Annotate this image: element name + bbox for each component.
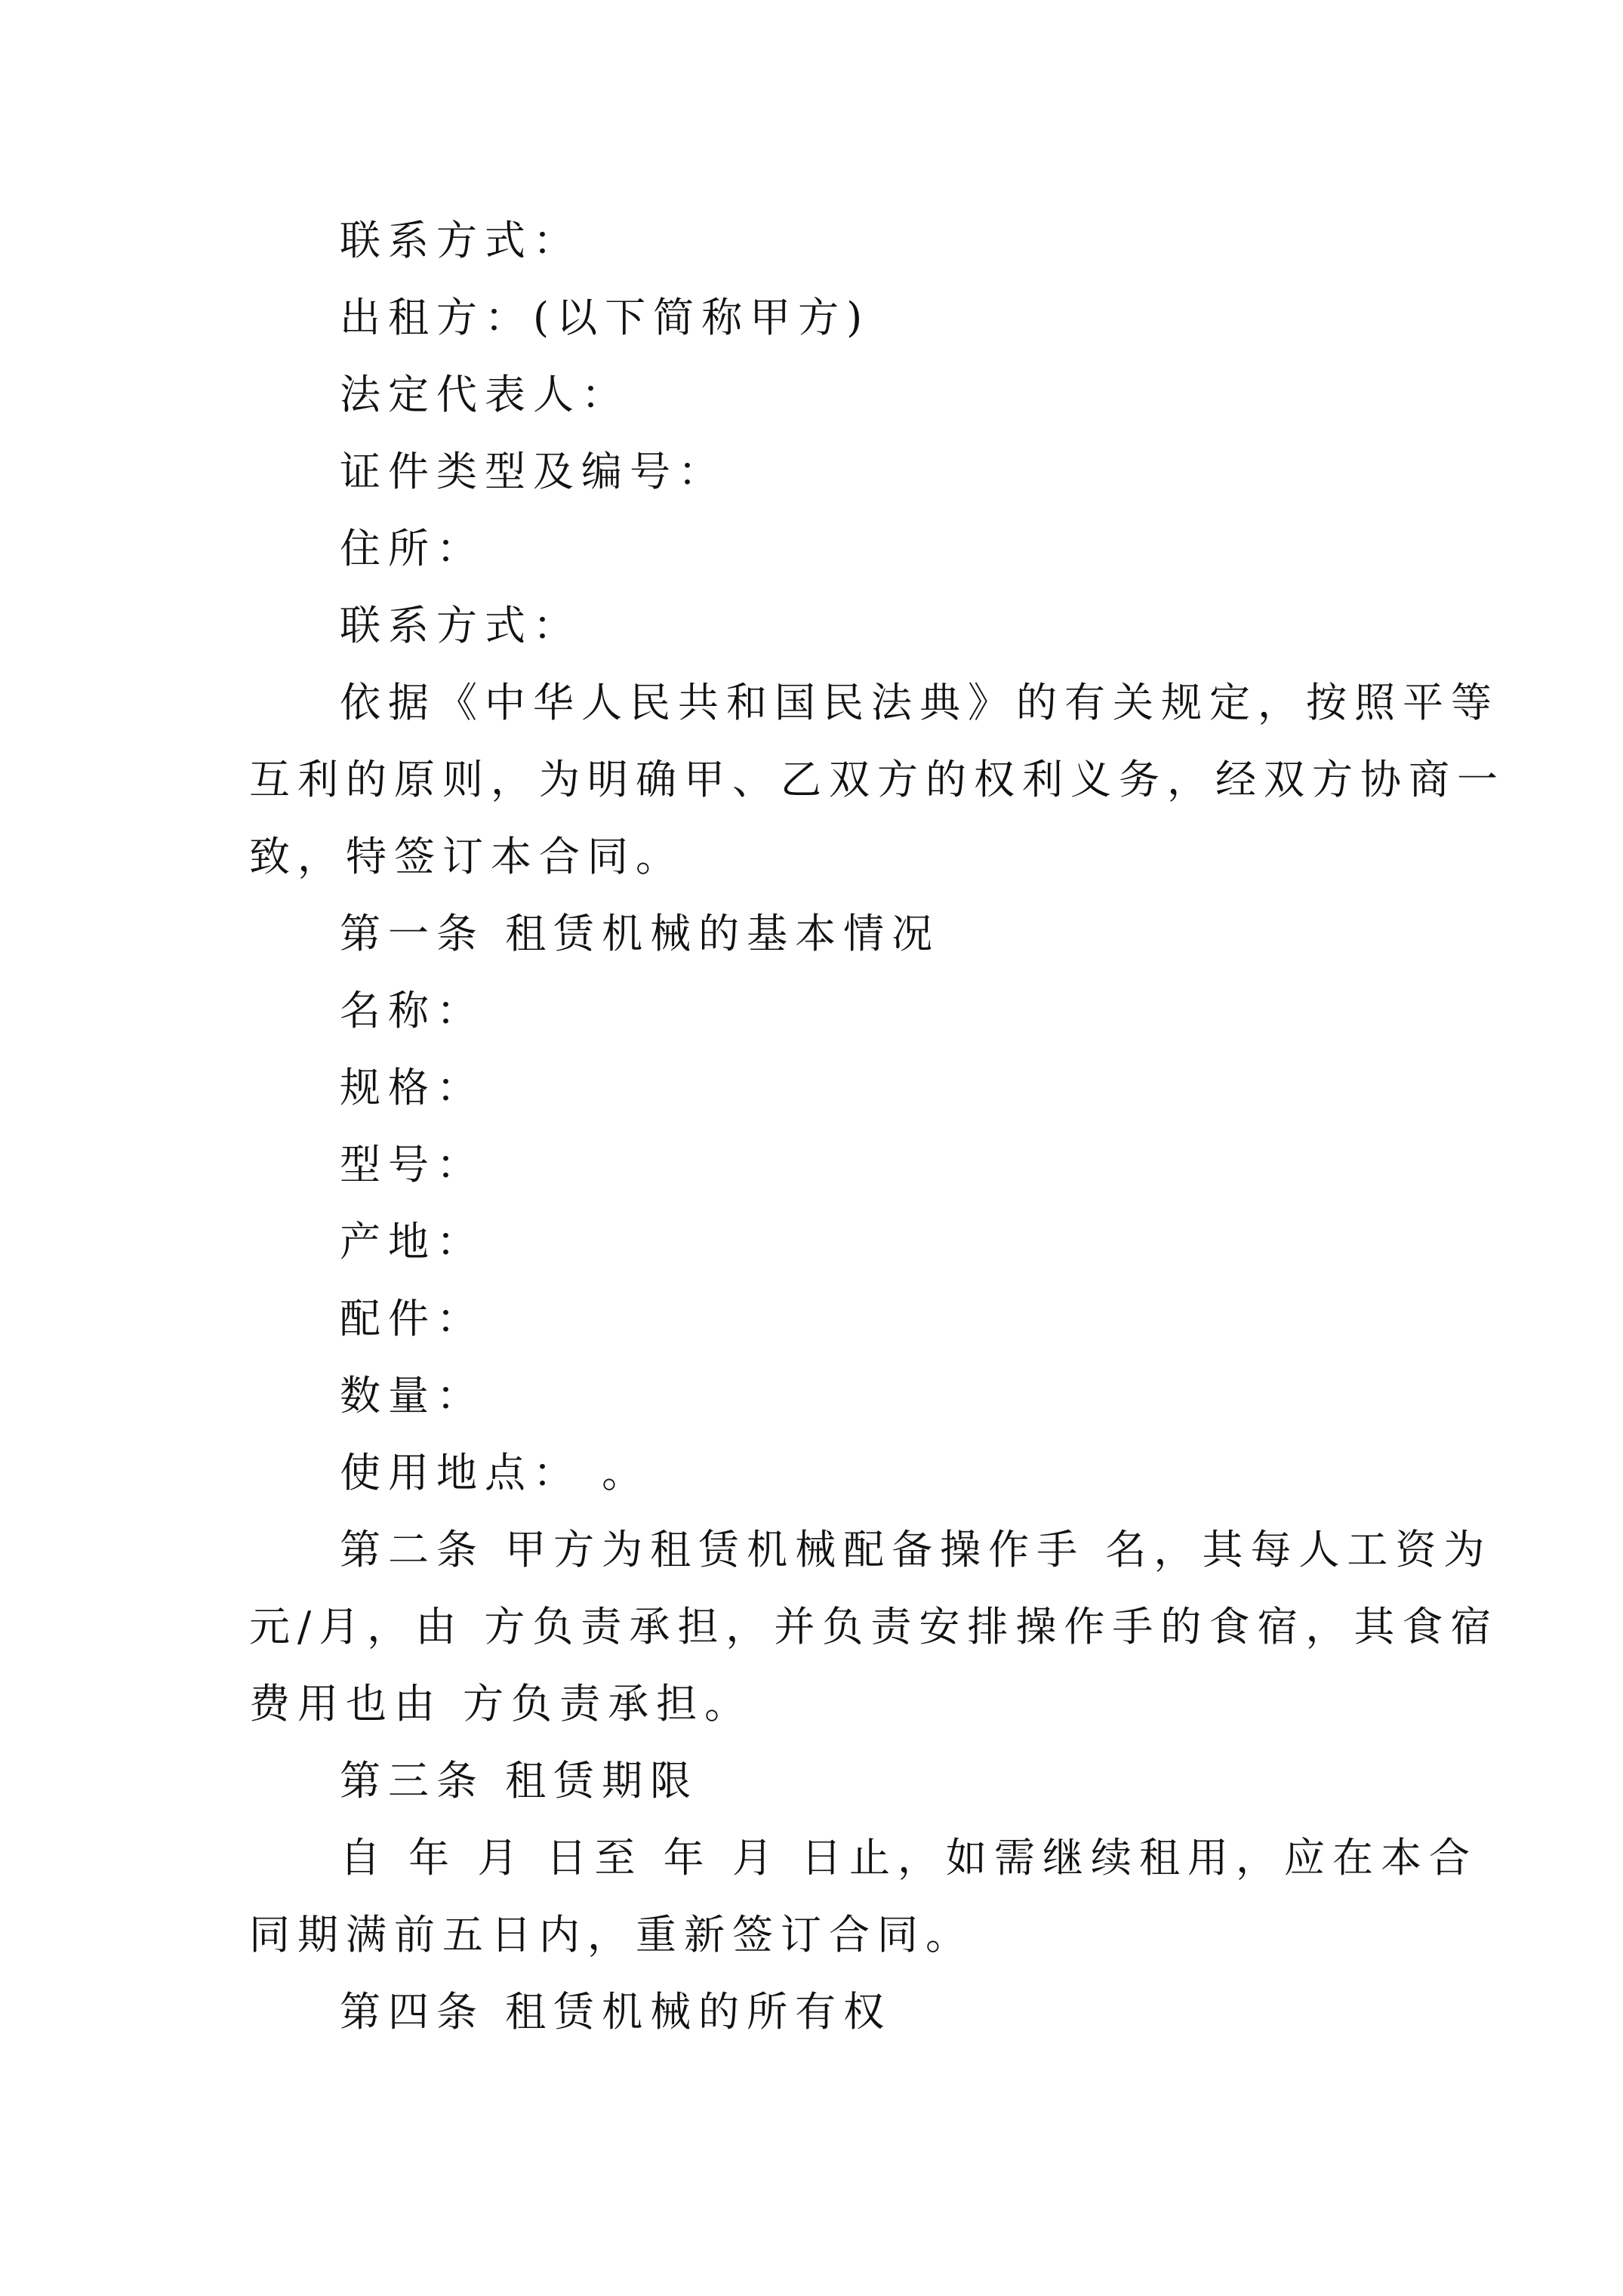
preamble-line-1: 依据《中华人民共和国民法典》的有关规定，按照平等 — [340, 679, 1499, 726]
machine-name-label: 名称： — [340, 987, 485, 1034]
legal-representative-label: 法定代表人： — [340, 371, 630, 418]
lessor-contact-label: 联系方式： — [340, 602, 581, 649]
lessor-label: 出租方：(以下简称甲方) — [340, 294, 870, 341]
preamble-line-3: 致，特签订本合同。 — [249, 833, 684, 880]
usage-location-label: 使用地点： 。 — [340, 1449, 651, 1496]
contract-body — [249, 202, 1505, 2051]
article-3-line-2: 同期满前五日内，重新签订合同。 — [249, 1911, 974, 1959]
id-type-number-label: 证件类型及编号： — [340, 448, 726, 495]
article-3-heading: 第三条 租赁期限 — [340, 1757, 699, 1804]
article-4-heading: 第四条 租赁机械的所有权 — [340, 1988, 892, 2036]
machine-accessories-label: 配件： — [340, 1295, 485, 1342]
preamble-line-2: 互利的原则，为明确甲、乙双方的权利义务，经双方协商一 — [249, 756, 1505, 803]
address-label: 住所： — [340, 525, 485, 572]
lessee-contact-label: 联系方式： — [340, 217, 581, 264]
machine-quantity-label: 数量： — [340, 1372, 485, 1419]
article-2-line-1: 第二条 甲方为租赁机械配备操作手 名，其每人工资为 — [340, 1526, 1492, 1573]
article-2-line-2: 元/月，由 方负责承担，并负责安排操作手的食宿，其食宿 — [249, 1603, 1499, 1650]
article-1-heading: 第一条 租赁机械的基本情况 — [340, 910, 941, 957]
machine-model-label: 型号： — [340, 1141, 485, 1188]
machine-spec-label: 规格： — [340, 1064, 485, 1111]
machine-origin-label: 产地： — [340, 1218, 485, 1265]
article-3-line-1: 自 年 月 日至 年 月 日止，如需继续租用，应在本合 — [340, 1834, 1477, 1881]
article-2-line-3: 费用也由 方负责承担。 — [249, 1680, 753, 1727]
